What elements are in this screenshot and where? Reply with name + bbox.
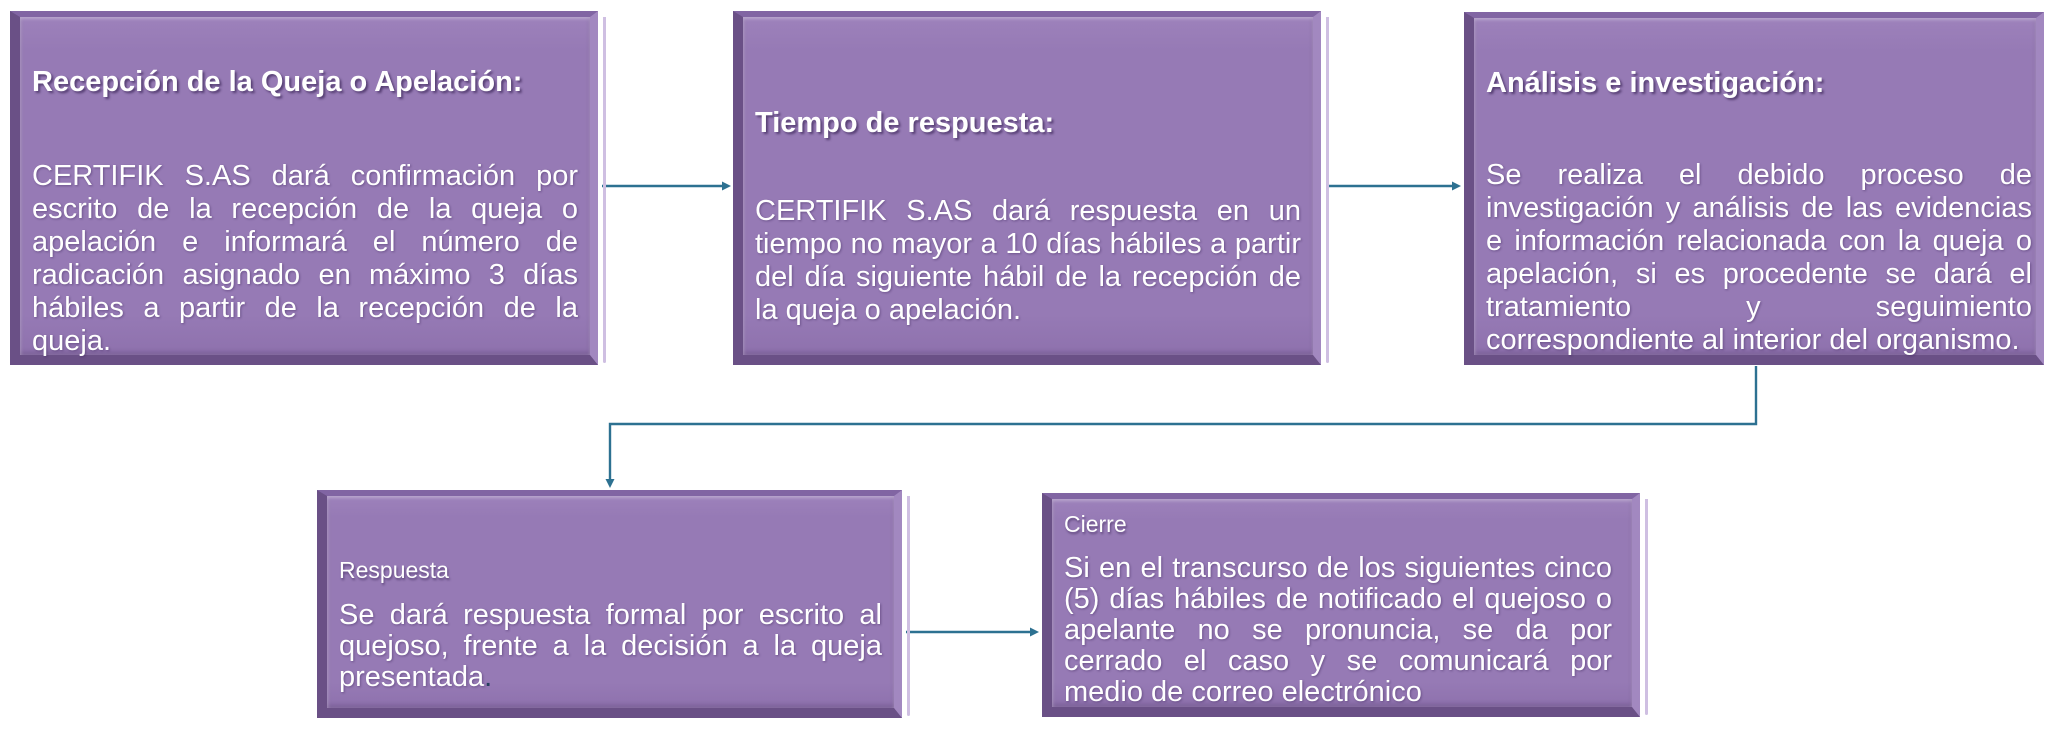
node-tiempo-title: Tiempo de respuesta:: [755, 107, 1055, 139]
node-respuesta-body: [339, 600, 882, 693]
node-recepcion-box: [10, 11, 598, 365]
node-respuesta-body-text: Se dará respuesta formal por escrito al quejoso, frente a la decisión a la queja presentada: [339, 599, 882, 693]
node-recepcion-title: Recepción de la Queja o Apelación:: [32, 66, 523, 98]
node-tiempo-box: [733, 11, 1321, 365]
node-tiempo-body: CERTIFIK S.AS dará respuesta en un tiempo no mayor a 10 días hábiles a partir del día siguiente hábil de la recepción de la queja o apelación.: [755, 195, 1301, 326]
connector-analisis-respuesta: [610, 366, 1756, 479]
node-recepcion-body: CERTIFIK S.AS dará confirmación por escrito de la recepción de la queja o apelación e informará el número de radicación asignado en máximo 3 días hábiles a partir de la recepción de la queja.: [32, 160, 578, 357]
node-analisis-title: Análisis e investigación:: [1486, 67, 1825, 99]
node-respuesta-box: [317, 490, 902, 718]
node-cierre-title: Cierre: [1064, 511, 1127, 537]
node-cierre-body: Si en el transcurso de los siguientes cinco (5) días hábiles de notificado el quejoso o apelante no se pronuncia, se da por cerrado el caso y se comunicará por medio de correo electrónico: [1064, 552, 1612, 708]
sentence-period: .: [484, 661, 493, 693]
node-analisis-box: [1464, 12, 2044, 365]
node-cierre-box: [1042, 493, 1640, 717]
node-respuesta-title: Respuesta: [339, 557, 449, 583]
node-analisis-body: Se realiza el debido proceso de investigación y análisis de las evidencias e información relacionada con la queja o apelación, si es procedente se dará el tratamiento y seguimiento correspondiente al interior del organismo.: [1486, 159, 2032, 356]
